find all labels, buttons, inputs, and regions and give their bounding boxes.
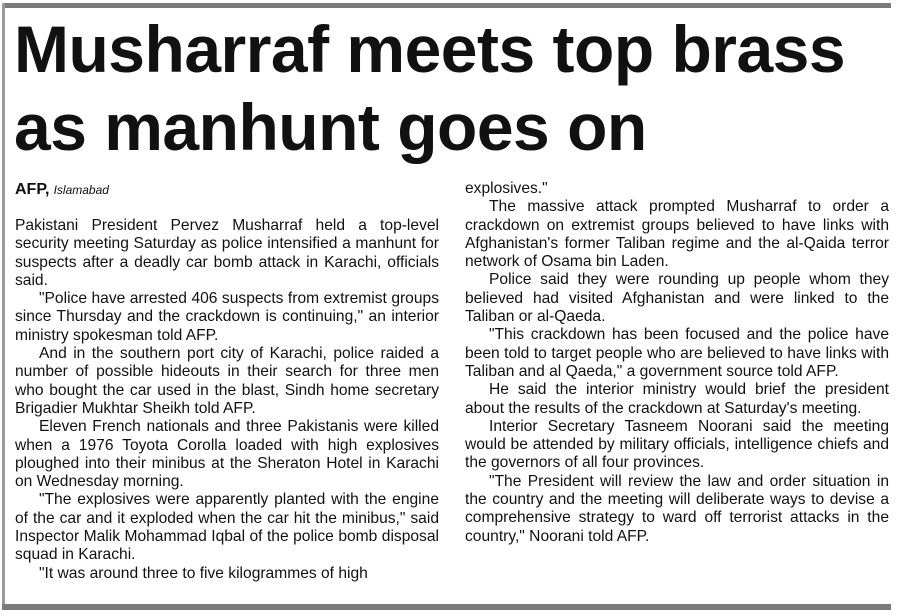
byline (15, 181, 109, 199)
byline-agency: AFP, (15, 181, 50, 198)
paragraph-continuation: explosives." (465, 180, 548, 197)
paragraph: "Police have arrested 406 suspects from extremist groups since Thursday and the crackdown is continuing," an interior ministry spokesman told AFP. (15, 290, 439, 344)
byline-place: Islamabad (53, 183, 109, 197)
paragraph: "This crackdown has been focused and the police have been told to target people who are believed to have links with Taliban and al Qaeda," a government source told AFP. (465, 326, 889, 380)
paragraph: Eleven French nationals and three Pakistanis were killed when a 1976 Toyota Corolla loaded with high explosives ploughed into their minibus at the Sheraton Hotel in Karachi on Wednesday morning. (15, 418, 439, 491)
paragraph: And in the southern port city of Karachi, police raided a number of possible hideouts in their search for three men who bought the car used in the blast, Sindh home secretary Brigadier Mukhtar Sheikh told AFP. (15, 345, 439, 417)
paragraph: Interior Secretary Tasneem Noorani said the meeting would be attended by military officials, intelligence chiefs and the governors of all four provinces. (465, 417, 889, 472)
paragraph: Police said they were rounding up people whom they believed had visited Afghanistan and were linked to the Taliban or al-Qaeda. (465, 271, 889, 326)
article-column-1 (15, 217, 439, 583)
top-rule (2, 3, 891, 8)
paragraph: Pakistani President Pervez Musharraf held a top-level security meeting Saturday as police intensified a manhunt for suspects after a deadly car bomb attack in Karachi, officials said. (15, 217, 439, 289)
paragraph: The massive attack prompted Musharraf to order a crackdown on extremist groups believed to have links with Afghanistan's former Taliban regime and the al-Qaida terror network of Osama bin Laden. (465, 198, 889, 271)
paragraph: He said the interior ministry would brief the president about the results of the crackdown at Saturday's meeting. (465, 381, 889, 417)
bottom-rule (2, 604, 891, 610)
left-rule (2, 3, 5, 610)
paragraph: "The explosives were apparently planted with the engine of the car and it exploded when the car hit the minibus," said Inspector Malik Mohammad Iqbal of the police bomb disposal squad in Karachi. (15, 491, 439, 564)
headline: Musharraf meets top brass as manhunt goes on (14, 12, 846, 164)
paragraph: "It was around three to five kilogrammes of high (39, 564, 368, 582)
article-column-2 (465, 180, 889, 546)
paragraph: "The President will review the law and order situation in the country and the meeting will deliberate ways to devise a comprehensive strategy to ward off terrorist attacks in the country," Noorani told AFP. (465, 472, 889, 545)
